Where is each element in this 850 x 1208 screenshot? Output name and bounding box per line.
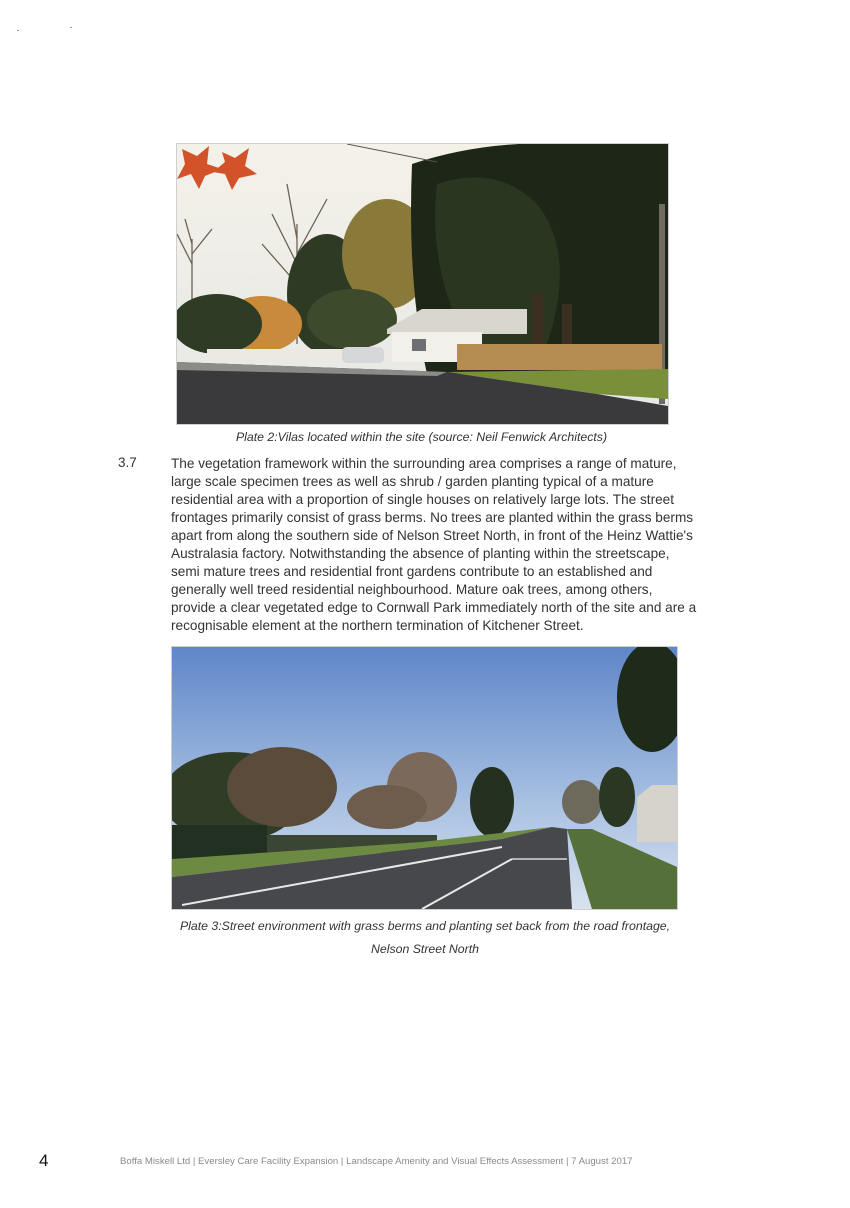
paragraph-line: recognisable element at the northern termination of Kitchener Street. (171, 618, 584, 633)
paragraph-line: The vegetation framework within the surrounding area comprises a range of mature, (171, 456, 677, 471)
paragraph-line: large scale specimen trees as well as shrub / garden planting typical of a mature (171, 474, 654, 489)
page-number: 4 (39, 1151, 49, 1170)
footer-text: Boffa Miskell Ltd | Eversley Care Facility Expansion | Landscape Amenity and Visual Effects Assessment | 7 August 2017 (120, 1156, 633, 1167)
plate-3-photo (171, 646, 678, 910)
section-number: 3.7 (118, 455, 137, 470)
paragraph-line: generally well treed residential neighbourhood. Mature oak trees, among others, (171, 582, 653, 597)
paragraph-line: residential area with a proportion of single houses on relatively large lots. The street (171, 492, 674, 507)
paragraph-line: apart from along the southern side of Nelson Street North, in front of the Heinz Wattie's (171, 528, 693, 543)
section-paragraph (171, 455, 731, 635)
plate-2-photo (176, 143, 669, 425)
paragraph-line: semi mature trees and residential front gardens contribute to an established and (171, 564, 653, 579)
plate-2-caption: Plate 2:Vilas located within the site (source: Neil Fenwick Architects) (235, 430, 608, 444)
plate-3-caption-line: Nelson Street North (371, 942, 479, 956)
plate-3-caption (150, 915, 700, 961)
paragraph-line: provide a clear vegetated edge to Cornwall Park immediately north of the site and are a (171, 600, 697, 615)
paragraph-line: Australasia factory. Notwithstanding the absence of planting within the streetscape, (171, 546, 670, 561)
plate-3-caption-line: Plate 3:Street environment with grass berms and planting set back from the road frontage, (179, 919, 671, 933)
paragraph-line: frontages primarily consist of grass berms. No trees are planted within the grass berms (171, 510, 694, 525)
